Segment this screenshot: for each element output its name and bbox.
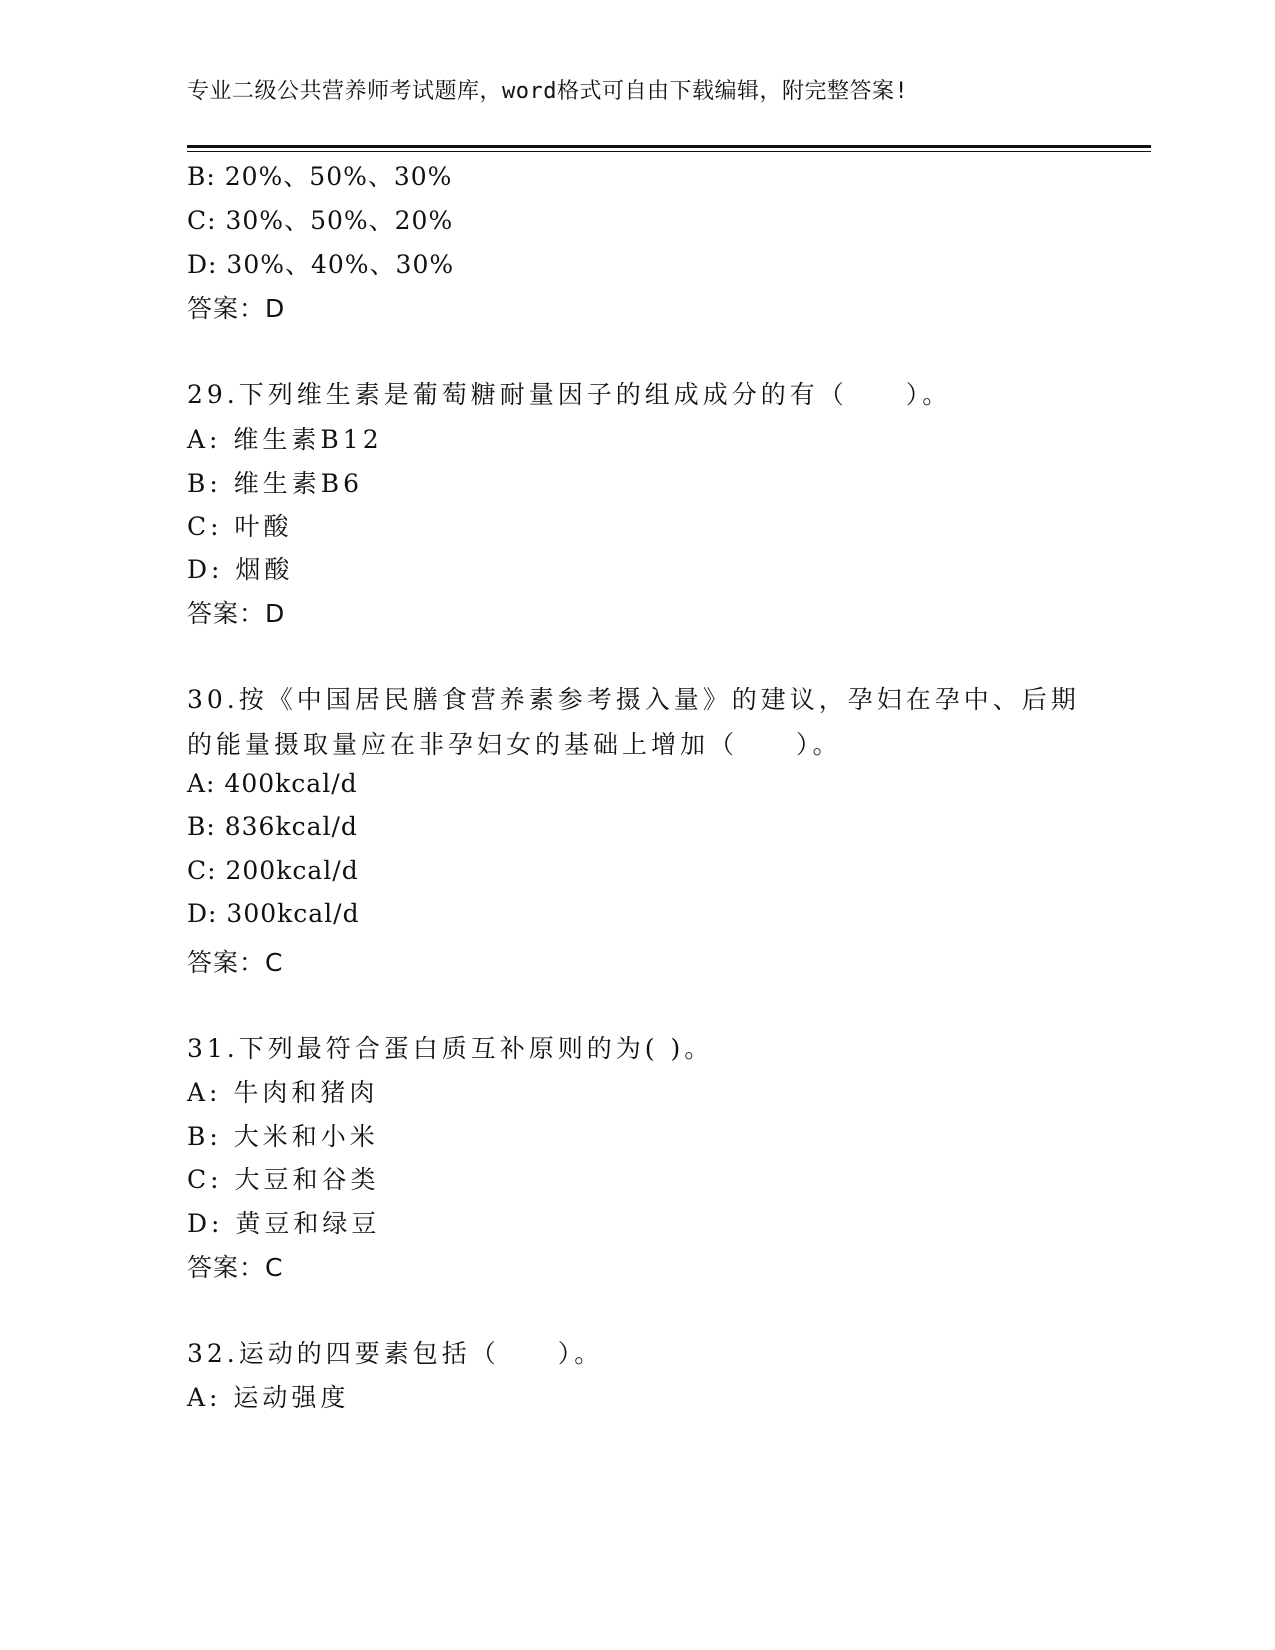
q29-option-d: D: 烟酸: [187, 555, 294, 584]
q30-option-d: D: 300kcal/d: [187, 899, 360, 928]
q31-option-d: D: 黄豆和绿豆: [187, 1209, 381, 1238]
q28-option-d: D: 30%、40%、30%: [187, 250, 455, 279]
header-rule-thin: [187, 151, 1151, 152]
q29-option-b: B: 维生素B6: [187, 469, 364, 498]
q29-stem: 29.下列维生素是葡萄糖耐量因子的组成成分的有（ ）。: [187, 380, 952, 409]
q29-answer: 答案：D: [187, 599, 286, 628]
q30-stem-line2: 的能量摄取量应在非孕妇女的基础上增加（ ）。: [187, 730, 842, 759]
q29-option-c: C: 叶酸: [187, 512, 293, 541]
q31-answer: 答案：C: [187, 1253, 284, 1282]
q30-stem-line1: 30.按《中国居民膳食营养素参考摄入量》的建议，孕妇在孕中、后期: [187, 685, 1080, 714]
header-rule-thick: [187, 145, 1151, 148]
q28-option-b: B: 20%、50%、30%: [187, 162, 453, 191]
q31-stem: 31.下列最符合蛋白质互补原则的为( )。: [187, 1034, 714, 1063]
q29-option-a: A: 维生素B12: [187, 425, 383, 454]
q30-option-b: B: 836kcal/d: [187, 812, 358, 841]
q31-option-b: B: 大米和小米: [187, 1122, 379, 1151]
q28-option-c: C: 30%、50%、20%: [187, 206, 454, 235]
q28-answer: 答案：D: [187, 294, 286, 323]
q30-answer: 答案：C: [187, 948, 284, 977]
q32-option-a: A: 运动强度: [187, 1383, 350, 1412]
q31-option-c: C: 大豆和谷类: [187, 1165, 380, 1194]
q31-option-a: A: 牛肉和猪肉: [187, 1078, 379, 1107]
page-header: 专业二级公共营养师考试题库，word格式可自由下载编辑，附完整答案!: [187, 79, 909, 104]
q32-stem: 32.运动的四要素包括（ ）。: [187, 1339, 604, 1368]
q30-option-c: C: 200kcal/d: [187, 856, 359, 885]
q30-option-a: A: 400kcal/d: [187, 769, 358, 798]
